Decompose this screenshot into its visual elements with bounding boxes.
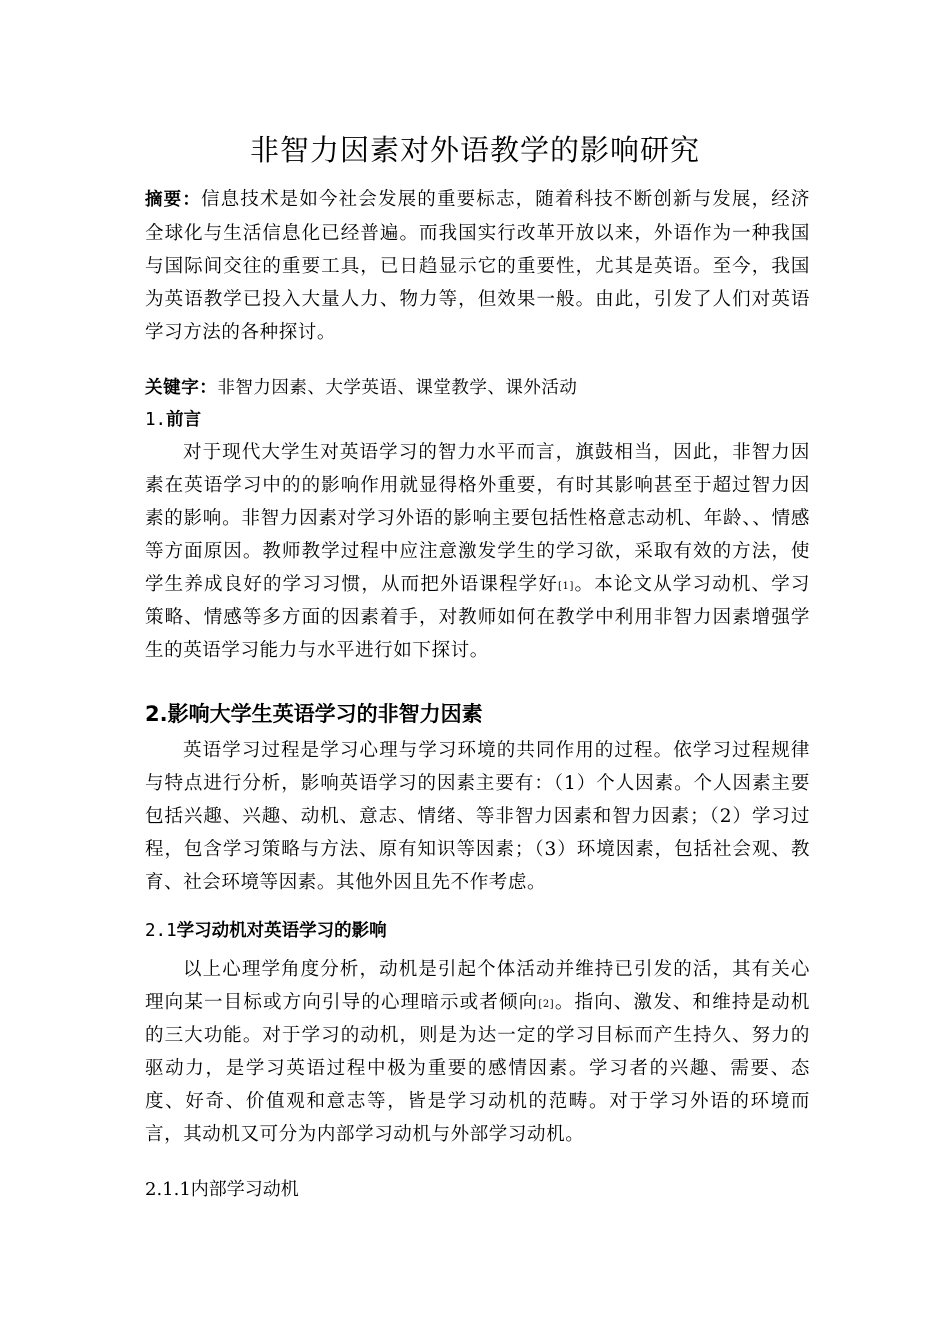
section-2-1-heading — [145, 917, 810, 945]
document-title: 非智力因素对外语教学的影响研究 — [249, 133, 700, 167]
section-2-body — [145, 734, 810, 899]
abstract-text: 信息技术是如今社会发展的重要标志，随着科技不断创新与发展，经济全球化与生活信息化已经普遍。而我国实行改革开放以来，外语作为一种我国与国际间交往的重要工具，已日趋显示它的重要性，尤其是英语。至今，我国为英语教学已投入大量人力、物力等，但效果一般。由此，引发了人们对英语学习方法的各种探讨。 — [145, 189, 810, 343]
section-2-1-title: 学习动机对英语学习的影响 — [176, 921, 387, 941]
section-2-1-body — [145, 953, 810, 1151]
citation-2: [2] — [538, 999, 555, 1010]
section-2-1-paragraph — [145, 953, 810, 1151]
abstract-label: 摘要： — [145, 190, 201, 210]
section-1-number: 1. — [145, 410, 167, 430]
section-2-heading — [145, 698, 810, 730]
abstract-paragraph — [145, 183, 810, 349]
section-1-paragraph — [145, 436, 810, 667]
section-2-1-text-a: 以上心理学角度分析，动机是引起个体活动并维持已引发的活，其有关心理向某一目标或方向引导的心理暗示或者倾向 — [145, 959, 810, 1013]
section-2-1-number: 2.1 — [145, 921, 177, 941]
section-1-body — [145, 436, 810, 667]
section-1-text-b: 。本论文从学习动机、学习策略、情感等多方面的因素着手，对教师如何在教学中利用非智力因素增强学生的英语学习能力与水平进行如下探讨。 — [145, 574, 810, 661]
section-2-1-text-b: 。指向、激发、和维持是动机的三大功能。对于学习的动机，则是为达一定的学习目标而产生持久、努力的驱动力，是学习英语过程中极为重要的感情因素。学习者的兴趣、需要、态度、好奇、价值观和意志等，皆是学习动机的范畴。对于学习外语的环境而言，其动机又可分为内部学习动机与外部学习动机。 — [145, 992, 810, 1145]
abstract-section — [145, 183, 810, 349]
section-1-heading — [145, 406, 810, 434]
section-1-text-a: 对于现代大学生对英语学习的智力水平而言，旗鼓相当，因此，非智力因素在英语学习中的的影响作用就显得格外重要，有时其影响甚至于超过智力因素的影响。非智力因素对学习外语的影响主要包括性格意志动机、年龄、、情感等方面原因。教师教学过程中应注意激发学生的学习欲，采取有效的方法，使学生养成良好的学习习惯，从而把外语课程学好 — [145, 442, 810, 595]
keywords-line — [145, 374, 810, 402]
section-1-title: 前言 — [166, 410, 202, 430]
keywords-section — [145, 374, 810, 402]
section-2-1-1-title: 2.1.1内部学习动机 — [145, 1179, 299, 1200]
section-2-paragraph: 英语学习过程是学习心理与学习环境的共同作用的过程。依学习过程规律与特点进行分析，影响英语学习的因素主要有：（1）个人因素。个人因素主要包括兴趣、兴趣、动机、意志、情绪、等非智力因素和智力因素；（2）学习过程，包含学习策略与方法、原有知识等因素；（3）环境因素，包括社会观、教育、社会环境等因素。其他外因且先不作考虑。 — [145, 740, 810, 893]
citation-1: [1] — [558, 581, 574, 592]
section-2-1-1-heading — [145, 1176, 810, 1204]
keywords-label: 关键字： — [145, 378, 218, 398]
keywords-text: 非智力因素、大学英语、课堂教学、课外活动 — [217, 378, 578, 398]
section-2-title: 2.影响大学生英语学习的非智力因素 — [145, 702, 483, 726]
